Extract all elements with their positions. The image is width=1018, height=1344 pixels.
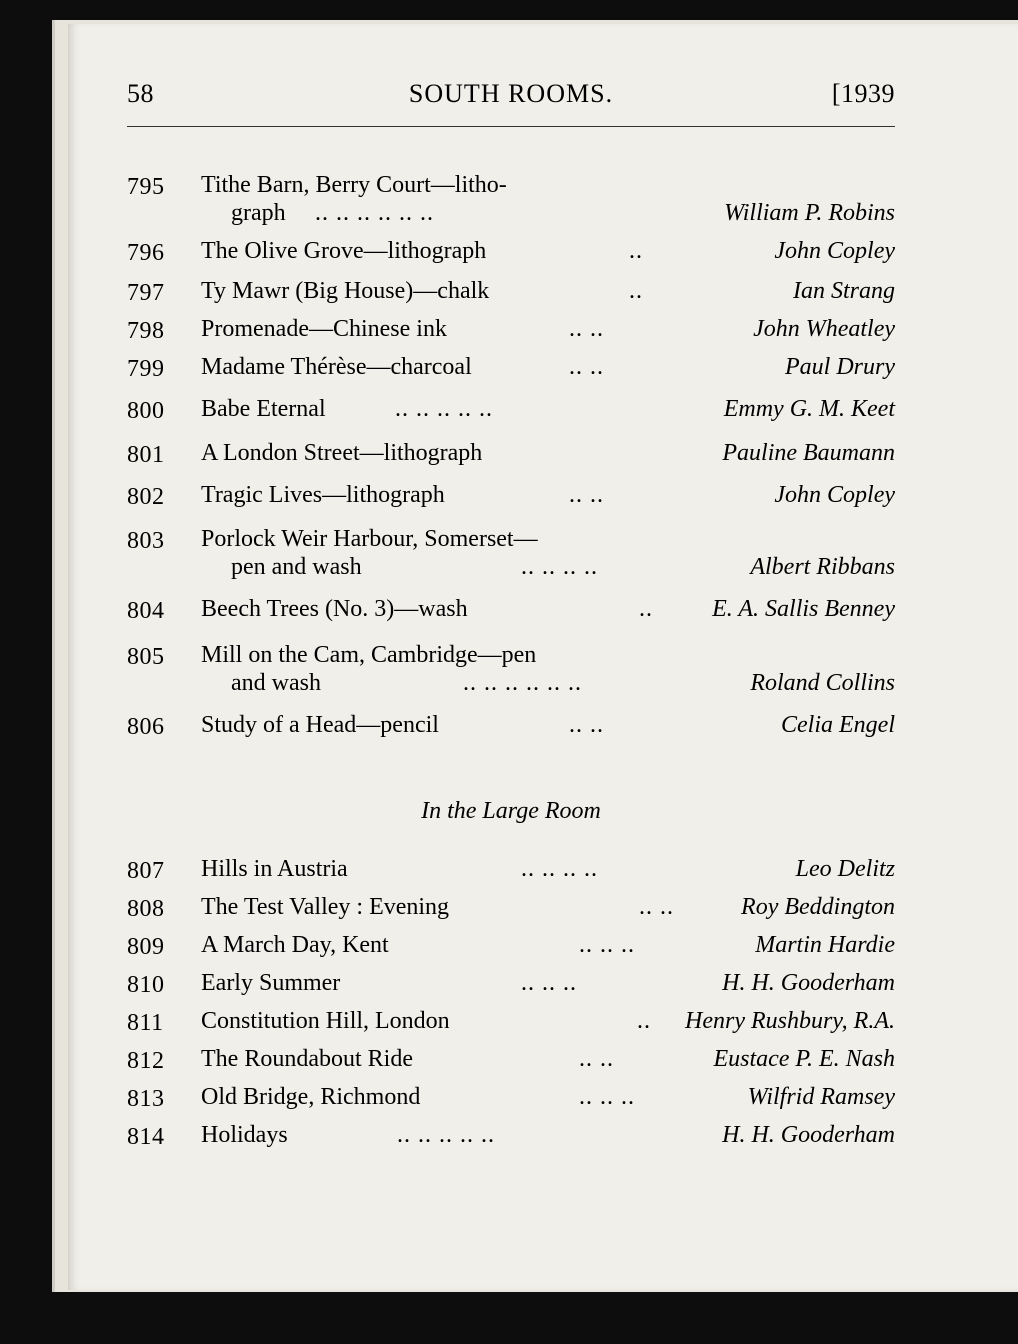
entry-number: 799 xyxy=(127,356,165,382)
leader-dots: .. xyxy=(629,238,643,264)
entry-number: 798 xyxy=(127,318,165,344)
entry-number: 812 xyxy=(127,1048,165,1074)
leader-dots: .. .. .. xyxy=(579,1084,635,1110)
entry-title: Early Summer xyxy=(201,970,341,996)
entry-number: 811 xyxy=(127,1010,164,1036)
entry-title: Tragic Lives—lithograph xyxy=(201,482,445,508)
entry-artist: Celia Engel xyxy=(781,712,895,738)
entry-title-continued: pen and wash xyxy=(231,554,362,580)
entry-title: Porlock Weir Harbour, Somerset— xyxy=(201,526,538,552)
entry-artist: Leo Delitz xyxy=(795,856,895,882)
room-subheading: In the Large Room xyxy=(421,798,601,824)
leader-dots: .. .. .. .. xyxy=(521,554,598,580)
leader-dots: .. xyxy=(637,1008,651,1034)
leader-dots: .. xyxy=(639,596,653,622)
entry-number: 797 xyxy=(127,280,165,306)
entry-title: Tithe Barn, Berry Court—litho- xyxy=(201,172,507,198)
entry-number: 813 xyxy=(127,1086,165,1112)
entry-title: Study of a Head—pencil xyxy=(201,712,439,738)
entry-artist: Wilfrid Ramsey xyxy=(747,1084,895,1110)
entry-title: Beech Trees (No. 3)—wash xyxy=(201,596,468,622)
entry-title: Promenade—Chinese ink xyxy=(201,316,447,342)
entry-title: A March Day, Kent xyxy=(201,932,389,958)
entry-number: 814 xyxy=(127,1124,165,1150)
entry-number: 808 xyxy=(127,896,165,922)
entry-artist: H. H. Gooderham xyxy=(722,1122,895,1148)
entry-artist: Martin Hardie xyxy=(755,932,895,958)
entry-number: 810 xyxy=(127,972,165,998)
entry-artist: Paul Drury xyxy=(785,354,895,380)
entry-number: 804 xyxy=(127,598,165,624)
entry-artist-name: Henry Rushbury, R.A. xyxy=(685,1008,895,1034)
entry-number: 805 xyxy=(127,644,165,670)
entry-artist: William P. Robins xyxy=(724,200,895,226)
entry-title: Old Bridge, Richmond xyxy=(201,1084,421,1110)
entry-title: Holidays xyxy=(201,1122,288,1148)
entry-artist: H. H. Gooderham xyxy=(722,970,895,996)
entry-title: Babe Eternal xyxy=(201,396,326,422)
leader-dots: .. .. .. .. .. xyxy=(395,396,493,422)
entry-title-continued: and wash xyxy=(231,670,321,696)
entry-number: 795 xyxy=(127,174,165,200)
entry-artist: John Copley xyxy=(774,482,895,508)
leader-dots: .. xyxy=(629,278,643,304)
entry-number: 809 xyxy=(127,934,165,960)
leader-dots: .. .. .. .. .. xyxy=(397,1122,495,1148)
leader-dots: .. .. xyxy=(569,482,604,508)
header-rule xyxy=(127,126,895,127)
entry-number: 800 xyxy=(127,398,165,424)
entry-title: A London Street—lithograph xyxy=(201,440,483,466)
leader-dots: .. .. xyxy=(639,894,674,920)
leader-dots: .. .. xyxy=(569,712,604,738)
entry-title: Madame Thérèse—charcoal xyxy=(201,354,472,380)
page-number: 58 xyxy=(127,79,154,108)
running-header xyxy=(127,79,895,119)
leader-dots: .. .. .. .. .. .. xyxy=(463,670,582,696)
entry-artist: John Copley xyxy=(774,238,895,264)
entry-number: 806 xyxy=(127,714,165,740)
leader-dots: .. .. xyxy=(579,1046,614,1072)
leader-dots: .. .. .. xyxy=(521,970,577,996)
entry-title-continued: graph xyxy=(231,200,286,226)
entry-artist: Roland Collins xyxy=(750,670,895,696)
entry-artist: Ian Strang xyxy=(793,278,895,304)
entry-artist: Emmy G. M. Keet xyxy=(723,396,895,422)
entry-title: The Roundabout Ride xyxy=(201,1046,413,1072)
entry-artist: Pauline Baumann xyxy=(722,440,895,466)
catalogue-year: [1939 xyxy=(831,79,895,108)
entry-number: 803 xyxy=(127,528,165,554)
entry-title: Ty Mawr (Big House)—chalk xyxy=(201,278,490,304)
entry-artist xyxy=(685,1008,895,1035)
entry-artist: Eustace P. E. Nash xyxy=(713,1046,895,1072)
leader-dots: .. .. .. .. xyxy=(521,856,598,882)
section-heading: SOUTH ROOMS. xyxy=(408,79,614,108)
entry-number: 807 xyxy=(127,858,165,884)
leader-dots: .. .. xyxy=(569,354,604,380)
entry-title: The Test Valley : Evening xyxy=(201,894,450,920)
entry-number: 796 xyxy=(127,240,165,266)
entry-artist: Albert Ribbans xyxy=(750,554,895,580)
entry-title: The Olive Grove—lithograph xyxy=(201,238,487,264)
entry-artist: John Wheatley xyxy=(753,316,895,342)
leader-dots: .. .. xyxy=(569,316,604,342)
entry-title: Hills in Austria xyxy=(201,856,348,882)
leader-dots: .. .. .. .. .. .. xyxy=(315,200,434,226)
entry-title: Constitution Hill, London xyxy=(201,1008,450,1034)
entry-number: 801 xyxy=(127,442,165,468)
entry-title: Mill on the Cam, Cambridge—pen xyxy=(201,642,537,668)
entry-number: 802 xyxy=(127,484,165,510)
entry-artist: E. A. Sallis Benney xyxy=(712,596,895,622)
leader-dots: .. .. .. xyxy=(579,932,635,958)
entry-artist: Roy Beddington xyxy=(741,894,895,920)
